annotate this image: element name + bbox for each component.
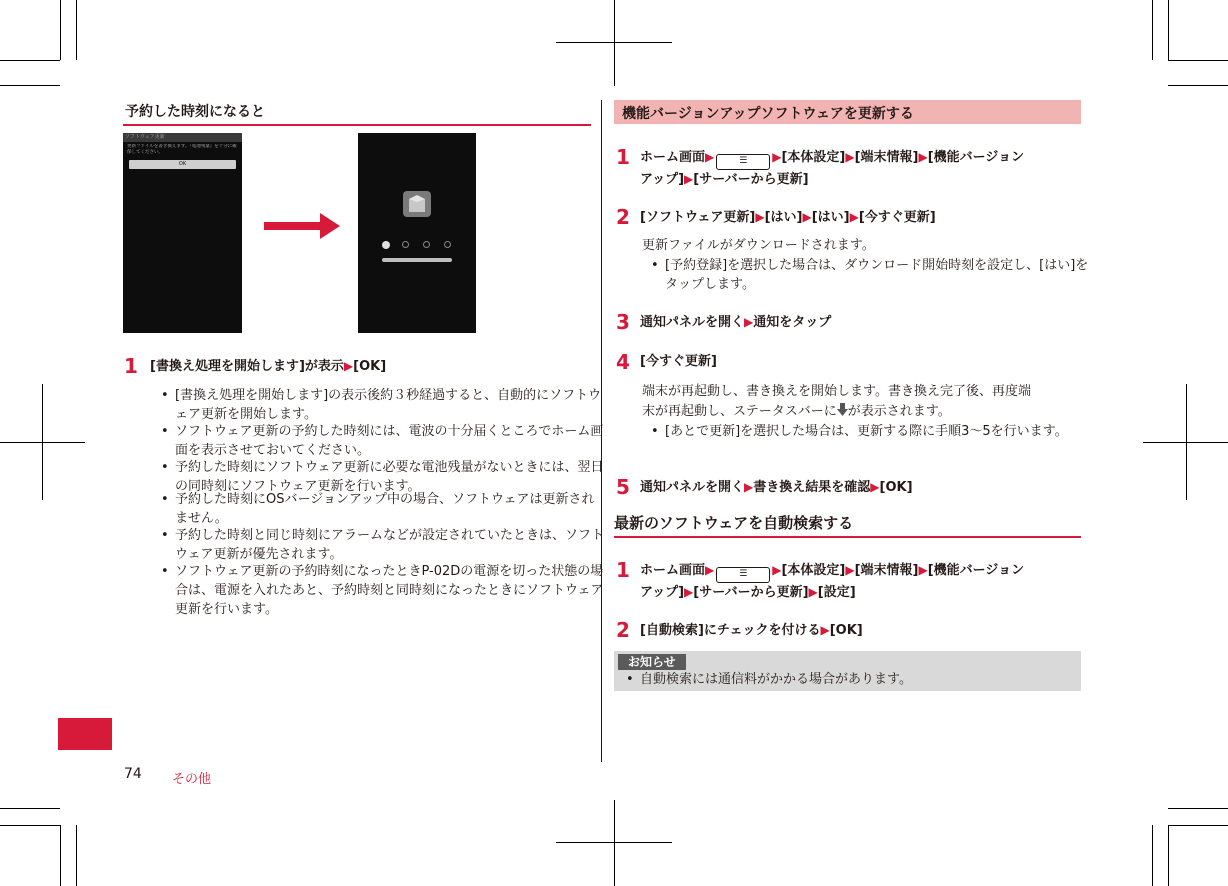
step-part: [本体設定] (781, 563, 846, 578)
step-part: [端末情報] (854, 563, 919, 578)
step-part: [はい] (811, 210, 850, 225)
step-number: 4 (616, 350, 630, 374)
note-bullet: • 予約した時刻にOSバージョンアップ中の場合、ソフトウェアは更新されません。 (161, 490, 605, 528)
triangle-right-icon: ▶ (845, 563, 855, 577)
note-bullet: • 自動検索には通信料がかかる場合があります。 (626, 670, 1080, 689)
step-number: 1 (124, 354, 138, 378)
crop-mark (1152, 0, 1153, 60)
section-tab-marker (58, 718, 112, 750)
triangle-right-icon: ▶ (772, 150, 782, 164)
step-part: [機能バージョン (927, 563, 1025, 578)
note-bullet: • [あとで更新]を選択した場合は、更新する際に手順3～5を行います。 (651, 422, 1095, 441)
page-number: 74 (124, 766, 142, 782)
step-part: [はい] (764, 210, 803, 225)
crop-mark (76, 0, 77, 60)
step-part: [自動検索]にチェックを付ける (640, 623, 821, 638)
package-icon (403, 191, 431, 217)
crop-mark (614, 0, 615, 86)
crop-mark (1152, 825, 1153, 886)
step-number: 2 (616, 205, 630, 229)
crop-mark (60, 0, 61, 60)
step-part: [書換え処理を開始します]が表示 (150, 359, 344, 374)
triangle-right-icon: ▶ (802, 210, 812, 224)
step-part: [本体設定] (781, 150, 846, 165)
progress-dot (444, 241, 451, 248)
step-part: [機能バージョン (927, 150, 1025, 165)
triangle-right-icon: ▶ (755, 210, 765, 224)
step-instruction (640, 311, 831, 334)
step-part: [OK] (829, 623, 863, 638)
triangle-right-icon: ▶ (918, 563, 928, 577)
step-part: [ソフトウェア更新] (640, 210, 756, 225)
step-instruction-cont (640, 168, 809, 191)
desc-part: が表示されます。 (847, 404, 951, 419)
step-part: 通知をタップ (753, 315, 832, 330)
step-part: 通知パネルを開く (640, 480, 745, 495)
crop-mark (0, 825, 60, 826)
download-arrow-icon (837, 403, 848, 417)
step-description (642, 402, 951, 422)
note-bullet: • 予約した時刻と同じ時刻にアラームなどが設定されていたときは、ソフトウェア更新が優先されます。 (161, 526, 605, 564)
progress-dot (402, 241, 409, 248)
step-part: アップ] (640, 172, 685, 187)
section-title-band (614, 100, 1081, 124)
note-label: お知らせ (618, 654, 686, 670)
dialog-title-bar: ソフトウェア更新 (123, 133, 242, 142)
triangle-right-icon: ▶ (343, 359, 354, 373)
step-instruction (640, 476, 913, 499)
step-instruction (640, 619, 863, 642)
triangle-right-icon: ▶ (684, 585, 694, 599)
triangle-right-icon: ▶ (744, 480, 754, 494)
step-part: ホーム画面 (640, 150, 706, 165)
step-part: 通知パネルを開く (640, 315, 745, 330)
crop-mark (0, 808, 60, 809)
note-bullet: • ソフトウェア更新の予約した時刻には、電波の十分届くところでホーム画面を表示させておいてください。 (161, 422, 605, 460)
crop-mark (0, 85, 60, 86)
step-instruction-cont (640, 581, 856, 604)
step-part: [OK] (879, 480, 913, 495)
crop-mark (1168, 825, 1228, 826)
progress-dot (423, 241, 430, 248)
crop-mark (1168, 825, 1169, 886)
step-part: [OK] (353, 359, 387, 374)
triangle-right-icon: ▶ (684, 172, 694, 186)
step-description: 端末が再起動し、書き換えを開始します。書き換え完了後、再度端 (642, 384, 1031, 399)
section-title: 予約した時刻になると (125, 104, 265, 120)
triangle-right-icon: ▶ (870, 480, 880, 494)
crop-mark (1168, 0, 1169, 60)
section-title: 機能バージョンアップソフトウェアを更新する (622, 106, 914, 122)
screenshot-confirm-dialog (123, 133, 242, 333)
screenshot-updating (358, 133, 476, 333)
dialog-message: 更新ファイルを書き換えます。『電池残量』を十分に確保してください。 (127, 144, 237, 155)
triangle-right-icon: ▶ (705, 150, 715, 164)
step-part: [設定] (817, 585, 856, 600)
step-part: 書き換え結果を確認 (753, 480, 871, 495)
step-instruction (150, 355, 386, 378)
note-bullet: • 予約した時刻にソフトウェア更新に必要な電池残量がないときには、翌日の同時刻にソフトウェア更新を行います。 (161, 458, 605, 496)
crop-mark (76, 825, 77, 886)
triangle-right-icon: ▶ (820, 623, 830, 637)
crop-mark (614, 800, 615, 886)
menu-key-icon: ☰ (716, 567, 770, 583)
step-description: 更新ファイルがダウンロードされます。 (642, 238, 875, 253)
step-instruction: [今すぐ更新] (640, 354, 717, 369)
step-part: [端末情報] (854, 150, 919, 165)
section-title: 最新のソフトウェアを自動検索する (614, 514, 854, 532)
crop-mark (1168, 85, 1228, 86)
section-title-rule (123, 124, 591, 126)
flow-arrow-icon (264, 213, 340, 239)
note-bullet: • [予約登録]を選択した場合は、ダウンロード開始時刻を設定し、[はい]をタップします。 (651, 256, 1095, 294)
step-number: 3 (616, 310, 630, 334)
crop-mark (42, 384, 43, 500)
crop-mark (1186, 384, 1187, 500)
step-instruction (640, 146, 1024, 170)
step-number: 1 (616, 145, 630, 169)
crop-mark (60, 825, 61, 886)
step-number: 5 (616, 475, 630, 499)
dialog-ok-button[interactable]: OK (129, 160, 236, 169)
note-bullet: • ソフトウェア更新の予約時刻になったときP-02Dの電源を切った状態の場合は、電源を入れたあと、予約時刻と同時刻になったときにソフトウェア更新を行います。 (161, 562, 605, 619)
desc-part: 末が再起動し、ステータスバーに (642, 404, 837, 419)
crop-mark (0, 60, 60, 61)
step-number: 1 (616, 558, 630, 582)
crop-mark (1168, 60, 1228, 61)
note-box (614, 651, 1081, 691)
step-part: [今すぐ更新] (858, 210, 936, 225)
section-title-rule (614, 536, 1081, 538)
triangle-right-icon: ▶ (849, 210, 859, 224)
note-bullet: • [書換え処理を開始します]の表示後約３秒経過すると、自動的にソフトウェア更新を開始します。 (161, 386, 605, 424)
step-instruction (640, 559, 1024, 583)
step-part: ホーム画面 (640, 563, 706, 578)
footer-section-name: その他 (172, 772, 212, 787)
triangle-right-icon: ▶ (845, 150, 855, 164)
step-part: [サーバーから更新] (693, 172, 809, 187)
progress-bar (382, 258, 452, 262)
triangle-right-icon: ▶ (705, 563, 715, 577)
step-part: アップ] (640, 585, 685, 600)
triangle-right-icon: ▶ (772, 563, 782, 577)
triangle-right-icon: ▶ (808, 585, 818, 599)
crop-mark (1168, 808, 1228, 809)
step-part: [サーバーから更新] (693, 585, 809, 600)
step-number: 2 (616, 618, 630, 642)
triangle-right-icon: ▶ (918, 150, 928, 164)
step-instruction (640, 206, 936, 229)
progress-dot-active (382, 241, 390, 249)
menu-key-icon: ☰ (716, 154, 770, 170)
triangle-right-icon: ▶ (744, 315, 754, 329)
